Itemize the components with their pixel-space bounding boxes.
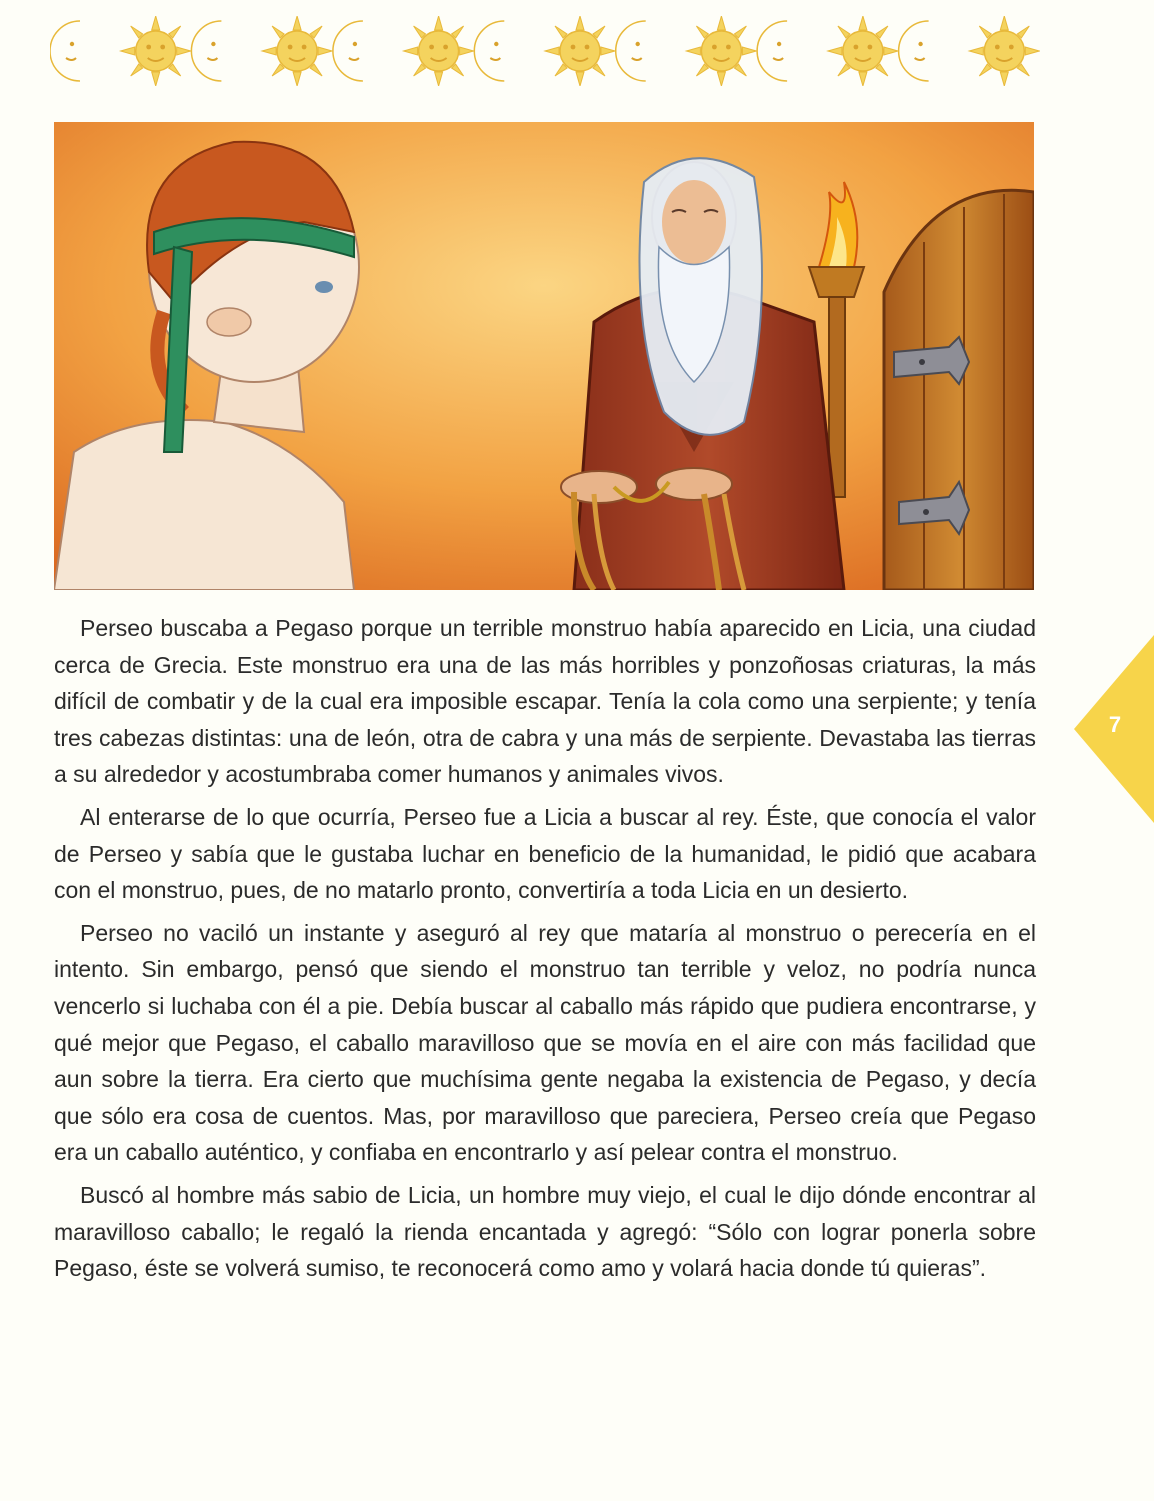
story-paragraph: Buscó al hombre más sabio de Licia, un hombre muy viejo, el cual le dijo dónde encontrar al maravilloso caballo; le regaló la rienda encantada y agregó: “Sólo con lograr ponerla sobre Pegaso, éste se volverá sumiso, te reconocerá como amo y volará hacia donde tú quieras”. (54, 1181, 1036, 1282)
moon-icon (191, 21, 221, 81)
page-number: 7 (1108, 712, 1122, 737)
sun-icon (686, 16, 756, 86)
moon-icon (50, 21, 80, 81)
sun-icon (545, 16, 615, 86)
sun-icon (121, 16, 191, 86)
story-paragraph: Perseo buscaba a Pegaso porque un terrible monstruo había aparecido en Licia, una ciudad cerca de Grecia. Este monstruo era una de las más horribles y ponzoñosas criaturas, la más difícil de combatir y de la cual era imposible escapar. Tenía la cola como una serpiente; y tenía tres cabezas distintas: una de león, otra de cabra y una más de serpiente. Devastaba las tierras a su alrededor y acostumbraba comer humanos y animales vivos. (54, 615, 1036, 788)
moon-icon (474, 21, 504, 81)
moon-icon (757, 21, 787, 81)
sun-icon (828, 16, 898, 86)
moon-sun-border (50, 16, 1040, 86)
story-text (54, 610, 1036, 1293)
story-paragraph: Perseo no vaciló un instante y aseguró al rey que mataría al monstruo o perecería en el intento. Sin embargo, pensó que siendo el monstruo tan terrible y veloz, no podría nunca vencerlo si luchaba con él a pie. Debía buscar al caballo más rápido que pudiera encontrarse, y qué mejor que Pegaso, el caballo maravilloso que se movía en el aire con más facilidad que aun sobre la tierra. Era cierto que muchísima gente negaba la existencia de Pegaso, y decía que sólo era cosa de cuentos. Mas, por maravilloso que pareciera, Perseo creía que Pegaso era un caballo auténtico, y confiaba en encontrarlo y así pelear contra el monstruo. (54, 919, 1036, 1166)
wooden-door (884, 190, 1034, 590)
moon-icon (333, 21, 363, 81)
moon-icon (616, 21, 646, 81)
moon-icon (899, 21, 929, 81)
sun-icon (404, 16, 474, 86)
story-paragraph: Al enterarse de lo que ocurría, Perseo fue a Licia a buscar al rey. Éste, que conocía el valor de Perseo y sabía que le gustaba luchar en beneficio de la humanidad, le pidió que acabara con el monstruo, pues, de no matarlo pronto, convertiría a toda Licia en un desierto. (54, 803, 1036, 904)
story-illustration (54, 122, 1034, 590)
sun-icon (262, 16, 332, 86)
sun-icon (969, 16, 1039, 86)
